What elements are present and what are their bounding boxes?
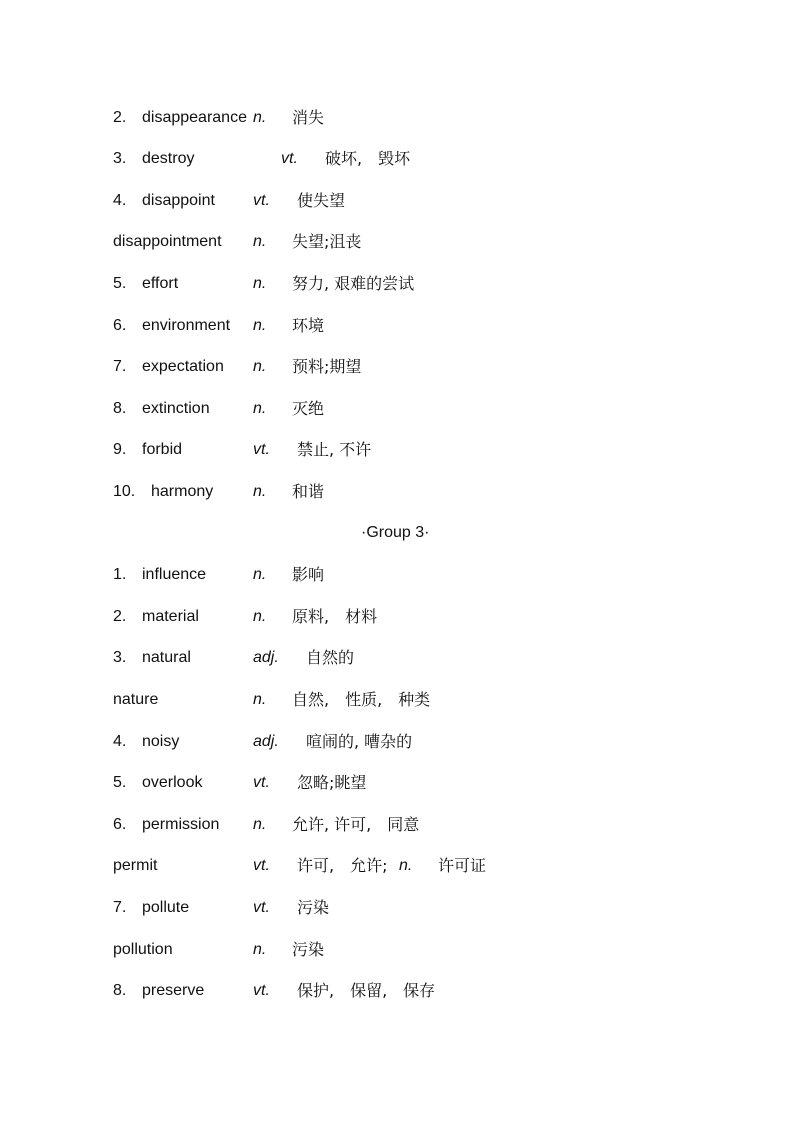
entry-word: forbid xyxy=(142,441,183,458)
entry-pos: n. xyxy=(253,358,267,375)
entry-meaning: 喧闹的, 嘈杂的 xyxy=(306,732,413,751)
entry-pos: vt. xyxy=(253,192,270,209)
entry-number: 4. xyxy=(113,192,127,209)
entry-word: material xyxy=(142,608,199,625)
entry-word: destroy xyxy=(142,150,195,167)
entry-meaning: 自然, 性质, 种类 xyxy=(292,690,431,709)
entry-pos-secondary: n. xyxy=(399,857,413,874)
entry-word: pollute xyxy=(142,899,190,916)
entry-meaning: 污染 xyxy=(297,898,330,917)
entry-pos: n. xyxy=(253,691,267,708)
entry-number: 5. xyxy=(113,275,127,292)
entry-meaning: 失望;沮丧 xyxy=(292,232,362,251)
entry-pos: n. xyxy=(253,566,267,583)
entry-number: 4. xyxy=(113,733,127,750)
entry-meaning: 使失望 xyxy=(297,191,346,210)
entry-word: overlook xyxy=(142,774,203,791)
group-heading-text: ·Group 3· xyxy=(361,524,430,541)
entry-meaning: 原料, 材料 xyxy=(292,607,378,626)
entry-meaning: 允许, 许可, 同意 xyxy=(292,815,420,834)
entry-word: environment xyxy=(142,317,231,334)
entry-meaning: 忽略;眺望 xyxy=(297,773,367,792)
entry-word: expectation xyxy=(142,358,224,375)
entry-word: disappoint xyxy=(142,192,215,209)
entry-pos: n. xyxy=(253,275,267,292)
entry-meaning: 污染 xyxy=(292,940,325,959)
entry-word: permission xyxy=(142,816,220,833)
entry-number: 3. xyxy=(113,649,127,666)
entry-meaning: 影响 xyxy=(292,565,325,584)
entry-pos: n. xyxy=(253,317,267,334)
entry-pos: vt. xyxy=(253,857,270,874)
entry-pos: n. xyxy=(253,233,267,250)
entry-pos: adj. xyxy=(253,733,279,750)
entry-meaning: 保护, 保留, 保存 xyxy=(297,981,436,1000)
entry-number: 3. xyxy=(113,150,127,167)
entry-word: influence xyxy=(142,566,207,583)
entry-pos: vt. xyxy=(253,441,270,458)
entry-word: natural xyxy=(142,649,191,666)
entry-pos: n. xyxy=(253,483,267,500)
entry-number: 6. xyxy=(113,317,127,334)
entry-number: 7. xyxy=(113,358,127,375)
entry-pos: n. xyxy=(253,816,267,833)
entry-number: 8. xyxy=(113,400,127,417)
entry-meaning: 灭绝 xyxy=(292,399,325,418)
entry-pos: vt. xyxy=(281,150,298,167)
entry-number: 1. xyxy=(113,566,127,583)
entry-meaning: 破坏, 毁坏 xyxy=(325,149,411,168)
entry-pos: adj. xyxy=(253,649,279,666)
entry-meaning: 自然的 xyxy=(306,648,355,667)
entry-pos: vt. xyxy=(253,899,270,916)
entry-meaning: 消失 xyxy=(292,108,325,127)
entry-number: 8. xyxy=(113,982,127,999)
entry-word: harmony xyxy=(151,483,214,500)
entry-meaning-secondary: 许可证 xyxy=(438,856,487,875)
entry-word: preserve xyxy=(142,982,205,999)
entry-word: extinction xyxy=(142,400,210,417)
entry-meaning: 和谐 xyxy=(292,482,325,501)
entry-pos: vt. xyxy=(253,774,270,791)
entry-word: effort xyxy=(142,275,179,292)
entry-pos: n. xyxy=(253,109,267,126)
entry-word: permit xyxy=(113,857,158,874)
entry-number: 9. xyxy=(113,441,127,458)
entry-number: 10. xyxy=(113,483,136,500)
entry-pos: n. xyxy=(253,608,267,625)
entry-number: 5. xyxy=(113,774,127,791)
entry-meaning: 预料;期望 xyxy=(292,357,362,376)
entry-pos: n. xyxy=(253,941,267,958)
entry-word: disappointment xyxy=(113,233,222,250)
entry-meaning: 环境 xyxy=(292,316,325,335)
entry-meaning: 努力, 艰难的尝试 xyxy=(292,274,415,293)
entry-number: 6. xyxy=(113,816,127,833)
entry-number: 2. xyxy=(113,608,127,625)
entry-word: noisy xyxy=(142,733,180,750)
entry-number: 2. xyxy=(113,109,127,126)
entry-word: nature xyxy=(113,691,159,708)
entry-pos: n. xyxy=(253,400,267,417)
entry-meaning: 禁止, 不许 xyxy=(297,440,372,459)
entry-number: 7. xyxy=(113,899,127,916)
entry-word: disappearance xyxy=(142,109,247,126)
entry-pos: vt. xyxy=(253,982,270,999)
entry-word: pollution xyxy=(113,941,173,958)
entry-meaning: 许可, 允许; xyxy=(297,856,388,875)
